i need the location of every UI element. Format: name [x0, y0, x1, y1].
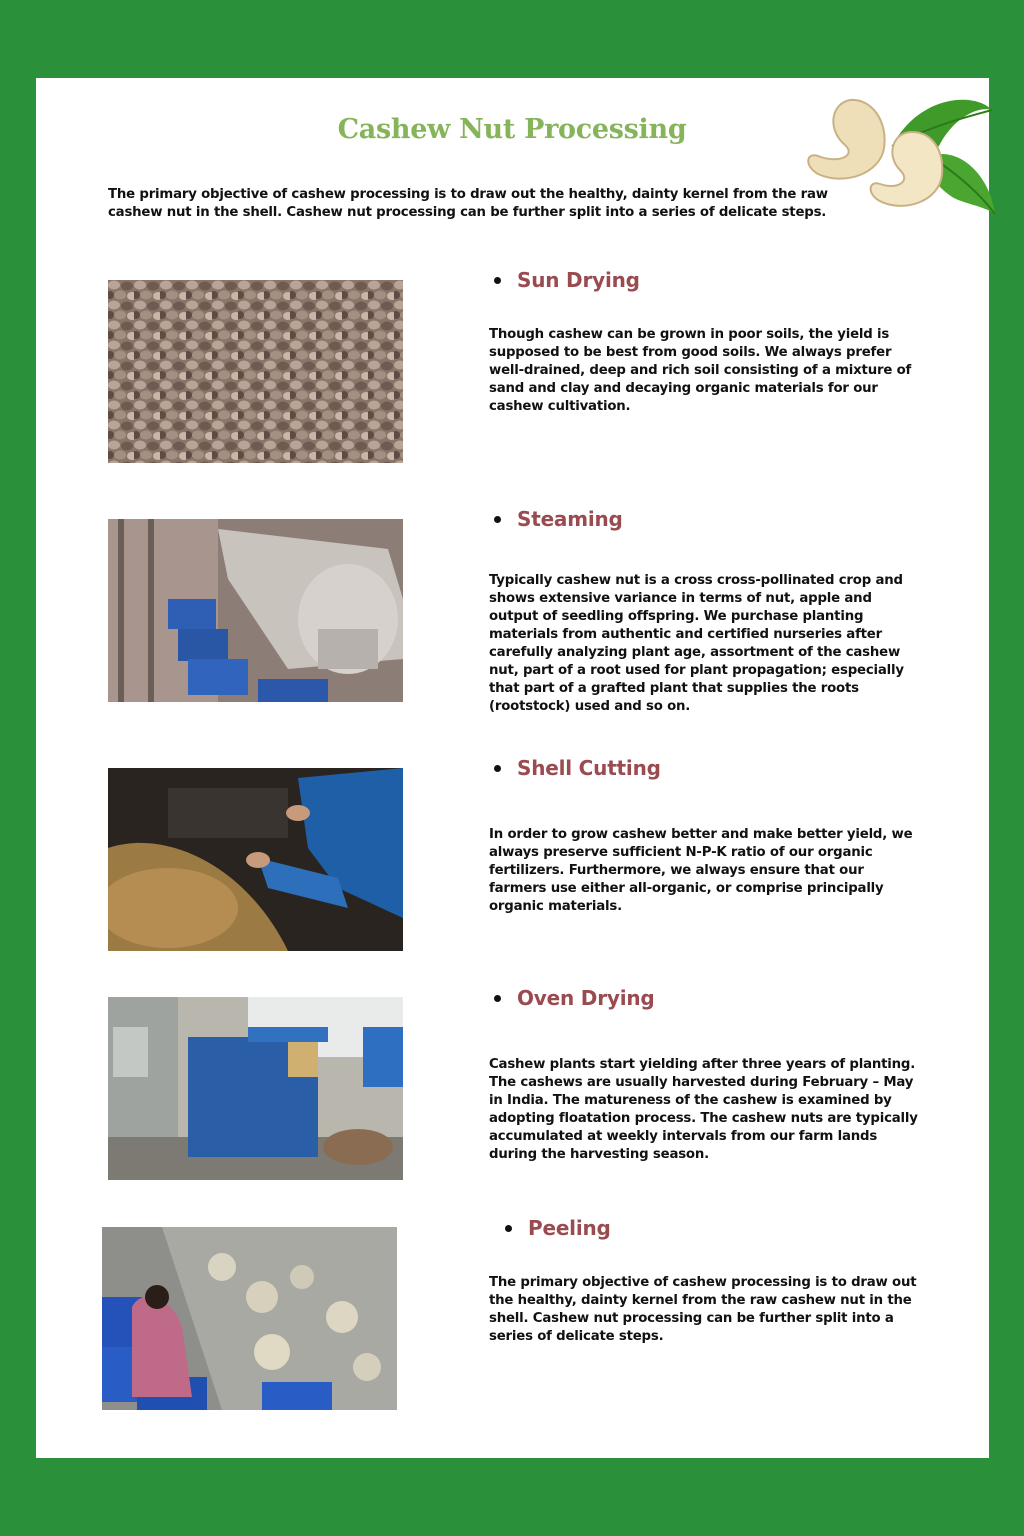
bullet-icon — [505, 1225, 512, 1232]
step-heading-oven-drying: Oven Drying — [494, 986, 655, 1010]
shell-cutting-photo — [108, 768, 403, 951]
bullet-icon — [494, 516, 501, 523]
peeling-photo — [102, 1227, 397, 1410]
step-description: Cashew plants start yielding after three years of planting. The cashews are usually harvested during February – May in India. The matureness of the cashew is examined by adopting floatation process. The cashew nuts are typically accumulated at weekly intervals from our farm lands during the harvesting season. — [489, 1057, 918, 1162]
step-heading-steaming: Steaming — [494, 507, 623, 531]
bullet-icon — [494, 995, 501, 1002]
bullet-icon — [494, 765, 501, 772]
step-description: Typically cashew nut is a cross cross-pollinated crop and shows extensive variance in terms of nut, apple and output of seedling offspring. We purchase planting materials from authentic and certified nurseries after carefully analyzing plant age, assortment of the cashew nut, part of a root used for plant propagation; especially that part of a grafted plant that supplies the roots (rootstock) used and so on. — [489, 573, 904, 714]
sun-drying-photo — [108, 280, 403, 463]
oven-drying-photo — [108, 997, 403, 1180]
step-heading-sun-drying: Sun Drying — [494, 268, 640, 292]
step-heading-peeling: Peeling — [505, 1216, 611, 1240]
step-heading-shell-cutting: Shell Cutting — [494, 756, 661, 780]
intro-paragraph: The primary objective of cashew processing is to draw out the healthy, dainty kernel from the raw cashew nut in the shell. Cashew nut processing can be further split into a series of delicate steps. — [108, 187, 828, 220]
step-description: In order to grow cashew better and make better yield, we always preserve sufficient N-P-K ratio of our organic fertilizers. Furthermore, we always ensure that our farmers use either all-organic, or comprise principally organic materials. — [489, 827, 913, 914]
step-description: Though cashew can be grown in poor soils, the yield is supposed to be best from good soils. We always prefer well-drained, deep and rich soil consisting of a mixture of sand and clay and decaying organic materials for our cashew cultivation. — [489, 327, 912, 414]
steaming-photo — [108, 519, 403, 702]
bullet-icon — [494, 277, 501, 284]
step-description: The primary objective of cashew processing is to draw out the healthy, dainty kernel from the raw cashew nut in the shell. Cashew nut processing can be further split into a series of delicate steps. — [489, 1275, 917, 1344]
page-title: Cashew Nut Processing — [337, 114, 687, 145]
